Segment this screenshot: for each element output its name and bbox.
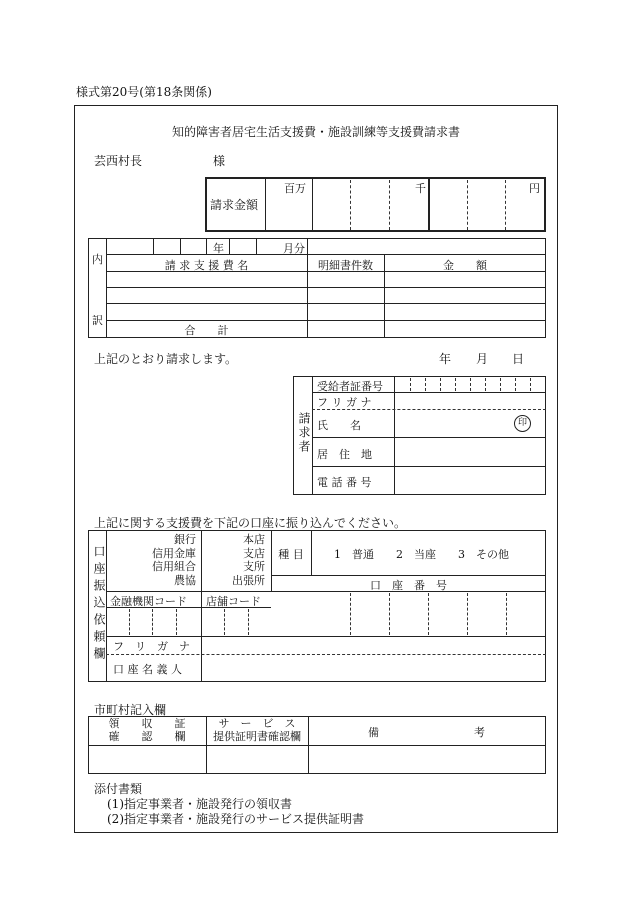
claimant-furigana-label: フ リ ガ ナ — [317, 396, 372, 409]
attachment-item: (1)指定事業者・施設発行の領収書 — [107, 797, 292, 811]
kind-options: 1 普通 2 当座 3 その他 — [334, 548, 509, 561]
claimant-side-label: 請求者 — [297, 412, 311, 454]
institution-code-label: 金融機関コード — [110, 595, 187, 608]
attachments-title: 添付書類 — [94, 782, 143, 796]
claimant-address-label: 居 住 地 — [317, 448, 372, 461]
unit-yen: 円 — [529, 182, 540, 195]
claimant-phone-label: 電 話 番 号 — [317, 476, 372, 489]
breakdown-side-bottom: 訳 — [92, 314, 103, 327]
request-text: 上記のとおり請求します。 — [94, 352, 238, 366]
col-amount: 金 額 — [443, 259, 487, 272]
receipt-confirm-header: 領 収 証 確 認 欄 — [108, 717, 186, 743]
account-holder-label: 口 座 名 義 人 — [113, 663, 182, 676]
date-year: 年 — [439, 352, 452, 366]
year-label: 年 — [213, 242, 224, 255]
form-title: 知的障害者居宅生活支援費・施設訓練等支援費請求書 — [171, 125, 460, 139]
unit-million: 百万 — [284, 182, 306, 195]
remarks-header-2: 考 — [474, 726, 485, 739]
amount-label: 請求金額 — [210, 198, 259, 212]
col-fee-name: 請 求 支 援 費 名 — [164, 259, 249, 272]
total-label: 合 計 — [184, 324, 229, 337]
recipient-number-label: 受給者証番号 — [317, 380, 383, 393]
date-day: 日 — [512, 352, 525, 366]
service-confirm-header: サ ー ビ ス 提供証明書確認欄 — [213, 717, 301, 743]
date-month: 月 — [476, 352, 489, 366]
addressee-mayor: 芸西村長 — [94, 154, 143, 168]
account-number-label: 口 座 番 号 — [370, 579, 447, 592]
municipal-title: 市町村記入欄 — [94, 703, 167, 717]
remarks-header-1: 備 — [368, 726, 379, 739]
seal-mark: 印 — [514, 415, 531, 432]
transfer-text: 上記に関する支援費を下記の口座に振り込んでください。 — [94, 516, 407, 530]
breakdown-side-top: 内 — [92, 253, 103, 266]
branch-types: 本店 支店 支所 出張所 — [232, 533, 265, 587]
branch-code-label: 店舗コード — [206, 595, 261, 608]
col-count: 明細書件数 — [318, 259, 373, 272]
bank-side-label: 口座振込依頼欄 — [92, 545, 106, 664]
kind-label: 種 目 — [278, 548, 304, 561]
form-number: 様式第20号(第18条関係) — [76, 85, 212, 99]
unit-thousand: 千 — [415, 182, 426, 195]
month-part-label: 月分 — [283, 242, 305, 255]
attachment-item: (2)指定事業者・施設発行のサービス提供証明書 — [107, 812, 364, 826]
institution-types: 銀行 信用金庫 信用組合 農協 — [152, 533, 196, 587]
addressee-sama: 様 — [213, 154, 226, 168]
bank-furigana-label: フ リ ガ ナ — [113, 640, 190, 653]
claimant-name-label: 氏 名 — [317, 419, 361, 432]
